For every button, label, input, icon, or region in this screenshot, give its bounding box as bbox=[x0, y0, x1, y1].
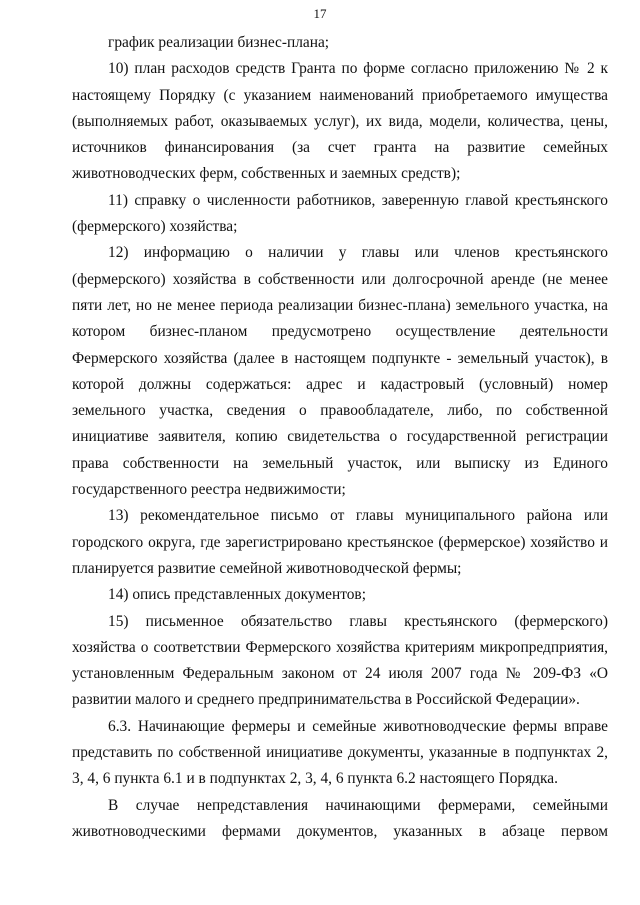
paragraph-section-6-3: 6.3. Начинающие фермеры и семейные животноводческие фермы вправе представить по собственной инициативе документы, указанные в подпунктах 2, 3, 4, 6 пункта 6.1 и в подпунктах 2, 3, 4, 6 пункта 6.2 настоящего Порядка. bbox=[72, 717, 608, 788]
paragraph-nonsubmission: В случае непредставления начинающими фермерами, семейными животноводческими фермами документов, указанных в абзаце первом bbox=[72, 796, 608, 840]
paragraph-item-12: 12) информацию о наличии у главы или членов крестьянского (фермерского) хозяйства в собственности или долгосрочной аренде (не менее пяти лет, но не менее периода реализации бизнес-плана) земельного участка, на котором бизнес-планом предусмотрено осуществление деятельности Фермерского хозяйства (далее в настоящем подпункте - земельный участок), в которой должны содержаться: адрес и кадастровый (условный) номер земельного участка, сведения о правообладателе, либо, по собственной инициативе заявителя, копию свидетельства о государственной регистрации права собственности на земельный участок, или выписку из Единого государственного реестра недвижимости; bbox=[72, 244, 608, 499]
page-number: 17 bbox=[313, 6, 327, 21]
paragraph-business-plan-schedule: график реализации бизнес-плана; bbox=[108, 34, 330, 51]
paragraph-item-15: 15) письменное обязательство главы крестьянского (фермерского) хозяйства о соответствии Фермерского хозяйства критериям микропредприятия, установленным Федеральным законом от 24 июля 2007 года № 209-ФЗ «О развитии малого и среднего предпринимательства в Российской Федерации». bbox=[72, 612, 608, 709]
document-body bbox=[72, 30, 608, 845]
paragraph-item-11: 11) справку о численности работников, заверенную главой крестьянского (фермерского) хозяйства; bbox=[72, 191, 608, 236]
paragraph-item-10: 10) план расходов средств Гранта по форме согласно приложению № 2 к настоящему Порядку (с указанием наименований приобретаемого имущества (выполняемых работ, оказываемых услуг), их вида, модели, количества, цены, источников финансирования (за счет гранта на развитие семейных животноводческих ферм, собственных и заемных средств); bbox=[72, 60, 608, 183]
paragraph-item-14: 14) опись представленных документов; bbox=[108, 586, 366, 604]
paragraph-item-13: 13) рекомендательное письмо от главы муниципального района или городского округа, где зарегистрировано крестьянское (фермерское) хозяйство и планируется развитие семейной животноводческой фермы; bbox=[72, 507, 608, 577]
